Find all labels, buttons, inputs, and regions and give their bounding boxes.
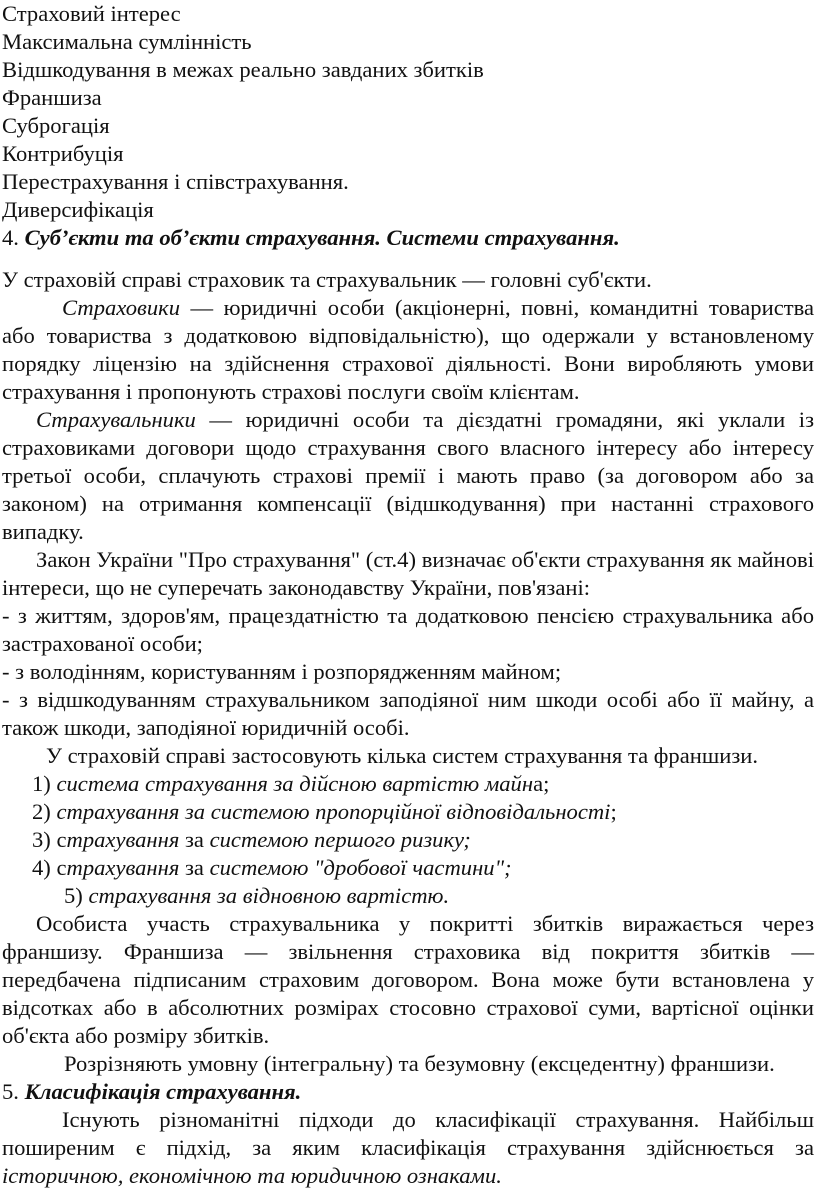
law-items-list	[2, 602, 814, 742]
principle-item: Франшиза	[2, 85, 102, 110]
principle-item: Перестрахування і співстрахування.	[2, 169, 349, 194]
paragraph-classification	[2, 1106, 814, 1190]
principles-list	[2, 0, 814, 224]
paragraph-franchise-types: Розрізняють умовну (інтегральну) та безумовну (ексцедентну) франшизи.	[64, 1051, 775, 1076]
section-5-heading	[2, 1078, 814, 1106]
law-item: - з відшкодуванням страхувальником заподіяної ним шкоди особі або її майну, а також шкоди, заподіяної юридичній особі.	[2, 687, 814, 740]
section-5-title: Класифікація страхування.	[24, 1079, 302, 1104]
law-item: - з життям, здоров'ям, працездатністю та додатковою пенсією страхувальника або застрахованої особи;	[2, 603, 814, 656]
principle-item: Диверсифікація	[2, 197, 154, 222]
paragraph-law: Закон України "Про страхування" (ст.4) визначає об'єкти страхування як майнові інтереси, що не суперечать законодавству України, пов'язані:	[2, 547, 814, 600]
system-item-3: 3) страхування за системою першого ризику;	[32, 827, 471, 852]
classification-italic: історичною, економічною та юридичною ознаками.	[2, 1163, 502, 1188]
insurers-definition: — юридичні особи (акціонерні, повні, командитні товариства або товариства з додатковою відповідальністю), що одержали у встановленому порядку ліцензію на здійснення страхової діяльності. Вони виробляють умови страхування і пропонують страхові послуги своїм клієнтам.	[2, 295, 814, 404]
term-insurers: Страховики	[62, 295, 181, 320]
section-4-heading	[2, 224, 814, 252]
principle-item: Максимальна сумлінність	[2, 29, 252, 54]
systems-list	[2, 770, 814, 910]
principle-item: Страховий інтерес	[2, 1, 181, 26]
classification-text: Існують різноманітні підходи до класифікації страхування. Найбільш поширеним є підхід, за яким класифікація страхування здійснюється за	[2, 1107, 814, 1160]
law-item: - з володінням, користуванням і розпорядженням майном;	[2, 659, 562, 684]
principle-item: Контрибуція	[2, 141, 124, 166]
term-policyholders: Страхувальники	[36, 407, 196, 432]
system-item-5: 5) страхування за відновною вартістю.	[64, 883, 450, 908]
paragraph-franchise: Особиста участь страхувальника у покритті збитків виражається через франшизу. Франшиза — звільнення страховика від покриття збитків — передбачена підписаним страховим договором. Вона може бути встановлена у відсотках або в абсолютних розмірах стосовно страхової суми, вартісної оцінки об'єкта або розміру збитків.	[2, 911, 814, 1048]
paragraph-insurers	[2, 294, 814, 406]
principle-item: Відшкодування в межах реально завданих збитків	[2, 57, 484, 82]
document-page	[2, 0, 814, 1190]
section-5-number: 5.	[2, 1079, 25, 1104]
principle-item: Суброгація	[2, 113, 110, 138]
policyholders-definition: — юридичні особи та дієздатні громадяни, які уклали із страховиками договори щодо страхування свого власного інтересу або інтересу третьої особи, сплачують страхові премії і мають право (за договором або за законом) на отримання компенсації (відшкодування) при настанні страхового випадку.	[2, 407, 814, 544]
system-item-1: 1) система страхування за дійсною вартістю майна;	[32, 771, 550, 796]
system-item-4: 4) страхування за системою "дробової частини";	[32, 855, 512, 880]
spacer	[2, 252, 814, 266]
paragraph-systems: У страховій справі застосовують кілька систем страхування та франшизи.	[46, 743, 758, 768]
section-4-number: 4.	[2, 225, 19, 250]
paragraph-policyholders	[2, 406, 814, 546]
paragraph-subjects: У страховій справі страховик та страхувальник — головні суб'єкти.	[2, 267, 652, 292]
section-4-title: Суб’єкти та об’єкти страхування. Системи страхування.	[18, 225, 620, 250]
system-item-2: 2) страхування за системою пропорційної відповідальності;	[32, 799, 617, 824]
